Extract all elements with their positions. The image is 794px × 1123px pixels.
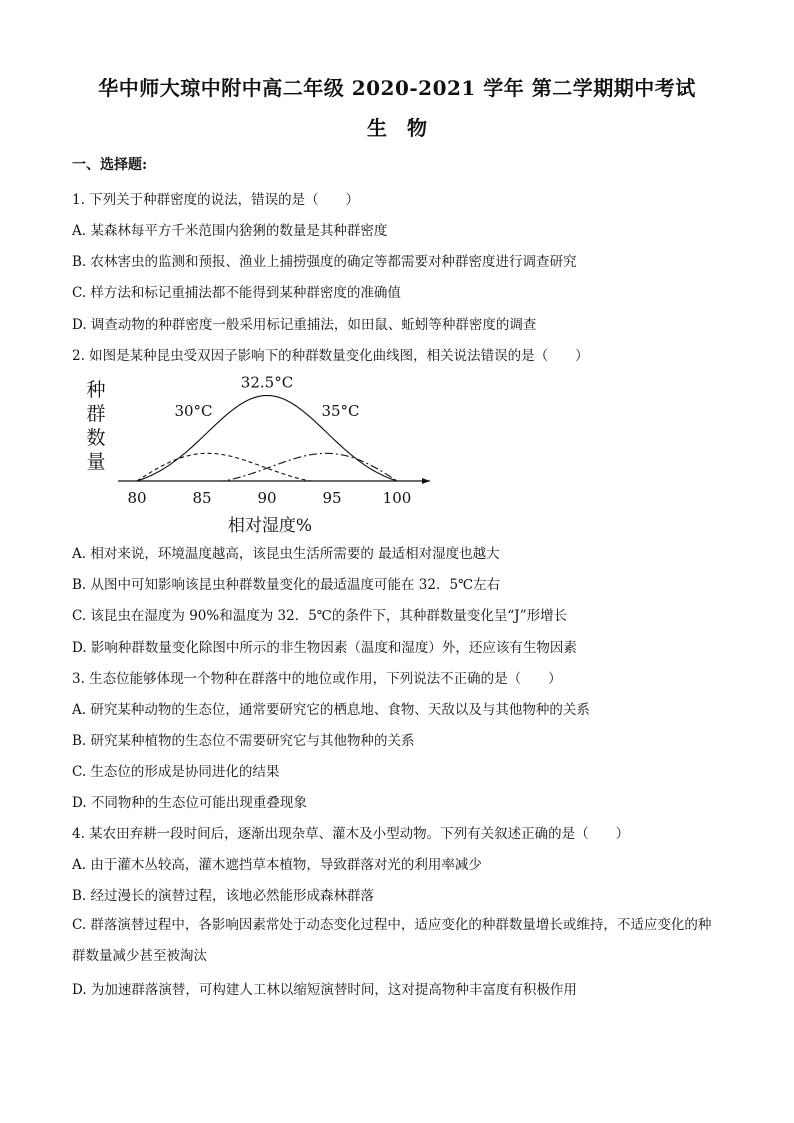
question-4-option-a: A. 由于灌木丛较高，灌木遮挡草本植物，导致群落对光的利用率减少 bbox=[72, 857, 482, 873]
question-2-option-b: B. 从图中可知影响该昆虫种群数量变化的最适温度可能在 32．5℃左右 bbox=[72, 577, 501, 593]
question-1-stem: 1. 下列关于种群密度的说法，错误的是（ ） bbox=[72, 192, 360, 208]
question-1-option-c: C. 样方法和标记重捕法都不能得到某种群密度的准确值 bbox=[72, 285, 401, 301]
question-1-option-b: B. 农林害虫的监测和预报、渔业上捕捞强度的确定等都需要对种群密度进行调查研究 bbox=[72, 254, 577, 270]
x-tick-label: 95 bbox=[322, 489, 342, 507]
question-2-option-c: C. 该昆虫在湿度为 90%和温度为 32．5℃的条件下，其种群数量变化呈“J”形增长 bbox=[72, 608, 568, 624]
x-axis-arrow bbox=[422, 478, 430, 484]
humidity-population-chart bbox=[80, 374, 450, 534]
series-label: 32.5°C bbox=[240, 374, 294, 392]
series-curve bbox=[137, 453, 397, 481]
section-heading: 一、选择题: bbox=[72, 157, 148, 173]
x-tick-label: 100 bbox=[382, 489, 412, 507]
question-3-stem: 3. 生态位能够体现一个物种在群落中的地位或作用，下列说法不正确的是（ ） bbox=[72, 671, 562, 687]
x-tick-label: 90 bbox=[257, 489, 277, 507]
question-4-option-c: C. 群落演替过程中，各影响因素常处于动态变化过程中，适应变化的种群数量增长或维持，不适应变化的种群数量减少甚至被淘汰 bbox=[72, 917, 712, 964]
question-3-option-d: D. 不同物种的生态位可能出现重叠现象 bbox=[72, 795, 307, 811]
question-4-option-b: B. 经过漫长的演替过程，该地必然能形成森林群落 bbox=[72, 888, 375, 904]
chart-labels bbox=[86, 374, 411, 534]
page-title: 华中师大琼中附中高二年级 2020-2021 学年 第二学期期中考试 bbox=[98, 76, 696, 100]
question-2-option-d: D. 影响种群数量变化除图中所示的非生物因素（温度和湿度）外，还应该有生物因素 bbox=[72, 640, 577, 656]
question-2-option-a: A. 相对来说，环境温度越高，该昆虫生活所需要的 最适相对湿度也越大 bbox=[72, 546, 500, 562]
x-axis-label: 相对湿度% bbox=[227, 516, 313, 534]
question-3-option-b: B. 研究某种植物的生态位不需要研究它与其他物种的关系 bbox=[72, 733, 415, 749]
y-axis-label-char: 数 bbox=[86, 427, 106, 449]
series-label: 35°C bbox=[321, 402, 360, 420]
series-curve bbox=[137, 453, 397, 481]
question-2-stem: 2. 如图是某种昆虫受双因子影响下的种群数量变化曲线图，相关说法错误的是（ ） bbox=[72, 348, 589, 364]
question-1-option-a: A. 某森林每平方千米范围内猞猁的数量是其种群密度 bbox=[72, 223, 388, 239]
question-4-stem: 4. 某农田弃耕一段时间后，逐渐出现杂草、灌木及小型动物。下列有关叙述正确的是（ ） bbox=[72, 826, 630, 842]
series-label: 30°C bbox=[174, 402, 213, 420]
x-tick-label: 85 bbox=[192, 489, 212, 507]
x-tick-label: 80 bbox=[127, 489, 147, 507]
subject-title: 生 物 bbox=[367, 116, 427, 140]
question-4-option-d: D. 为加速群落演替，可构建人工林以缩短演替时间，这对提高物种丰富度有积极作用 bbox=[72, 982, 577, 998]
question-3-option-c: C. 生态位的形成是协同进化的结果 bbox=[72, 764, 280, 780]
y-axis-label-char: 量 bbox=[86, 451, 106, 473]
question-3-option-a: A. 研究某种动物的生态位，通常要研究它的栖息地、食物、天敌以及与其他物种的关系 bbox=[72, 702, 590, 718]
question-1-option-d: D. 调查动物的种群密度一般采用标记重捕法，如田鼠、蚯蚓等种群密度的调查 bbox=[72, 317, 537, 333]
y-axis-label-char: 种 bbox=[86, 379, 106, 401]
y-axis-label-char: 群 bbox=[86, 403, 106, 425]
